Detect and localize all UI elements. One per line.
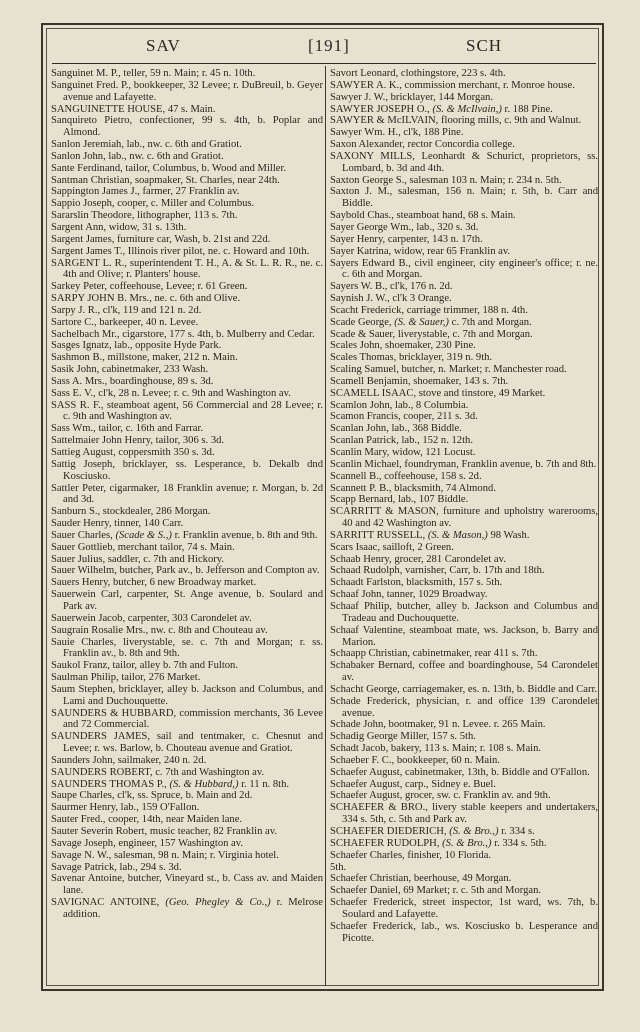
- directory-entry: SCAMELL ISAAC, stove and tinstore, 49 Market.: [330, 387, 546, 399]
- directory-entry: Sappio Joseph, cooper, c. Miller and Columbus.: [51, 198, 255, 210]
- directory-entry: Savage Patrick, lab., 294 s. 3d.: [51, 861, 182, 873]
- header-left-guide-word: SAV: [146, 36, 181, 55]
- page-number: [191]: [308, 36, 350, 55]
- directory-entry: Sawyer Wm. H., cl'k, 188 Pine.: [330, 127, 464, 139]
- directory-entry: Schaefer Daniel, 69 Market; r. c. 5th and Morgan.: [330, 885, 542, 897]
- directory-entry: Sarkey Peter, coffeehouse, Levee; r. 61 Green.: [51, 281, 248, 293]
- directory-entry: Schaaf Valentine, steamboat mate, ws. Jackson, b. Barry and Marion.: [330, 624, 598, 648]
- directory-entry: SARGENT L. R., superintendent T. H., A. & St. L. R. R., ne. c. 4th and Olive; r. Planters' house.: [51, 257, 323, 281]
- directory-entry: Sauer Charles, (Scade & S.,) r. Franklin avenue, b. 8th and 9th.: [51, 529, 318, 541]
- directory-entry: SCHAEFER DIEDERICH, (S. & Bro.,) r. 334 s.: [330, 826, 535, 837]
- directory-entry: Sass Wm., tailor, c. 16th and Farrar.: [51, 423, 204, 435]
- header-right-guide-word: SCH: [466, 36, 503, 55]
- directory-entry: Schaefer Frederick, street inspector, 1st ward, ws. 7th, b. Soulard and Lafayette.: [330, 897, 598, 920]
- directory-entry: Schaadt Farlston, blacksmith, 157 s. 5th.: [330, 577, 503, 589]
- running-header: [46, 30, 600, 62]
- directory-entry: Sawyer J. W., bricklayer, 144 Morgan.: [330, 91, 493, 103]
- directory-entry: Sararslin Theodore, lithographer, 113 s. 7th.: [51, 210, 238, 222]
- directory-entry: Schaab Henry, grocer, 281 Carondelet av.: [330, 553, 506, 565]
- directory-entry: Sayer Katrina, widow, rear 65 Franklin av.: [330, 245, 511, 257]
- directory-entry: Sattieg August, coppersmith 350 s. 3d.: [51, 447, 215, 458]
- directory-entry: Schaefer Charles, finisher, 10 Florida.: [330, 849, 492, 861]
- directory-entry: Sappington James J., farmer, 27 Franklin av.: [51, 186, 240, 198]
- directory-entry: Schaaf John, tanner, 1029 Broadway.: [330, 589, 488, 601]
- directory-entry: Scamell Benjamin, shoemaker, 143 s. 7th.: [330, 375, 509, 387]
- directory-entry: Schabaker Bernard, coffee and boardinghouse, 54 Carondelet av.: [330, 660, 598, 684]
- directory-entry: Saukol Franz, tailor, alley b. 7th and Fulton.: [51, 660, 238, 672]
- directory-entry: SARPY JOHN B. Mrs., ne. c. 6th and Olive.: [51, 293, 241, 305]
- directory-entry: SCHAEFER & BRO., livery stable keepers and undertakers, 334 s. 5th, c. 5th and Park av.: [330, 802, 598, 826]
- directory-entry: Scapp Bernard, lab., 107 Biddle.: [330, 494, 469, 506]
- directory-entry: SAUNDERS & HUBBARD, commission merchants, 36 Levee and 72 Commercial.: [51, 707, 323, 731]
- directory-entry: Schaaf Philip, butcher, alley b. Jackson and Columbus and Tradeau and Duchouquette.: [330, 600, 598, 624]
- right-column: [330, 68, 598, 944]
- directory-entry: Scanlan John, lab., 368 Biddle.: [330, 423, 462, 435]
- directory-entry: Schaefer August, cabinetmaker, 13th, b. Biddle and O'Fallon.: [330, 766, 590, 778]
- directory-entry: Scade George, (S. & Sauer,) c. 7th and Morgan.: [330, 316, 532, 328]
- directory-entry: Schaefer August, carp., Sidney e. Buel.: [330, 778, 496, 790]
- directory-entry: Scanlin Michael, foundryman, Franklin avenue, b. 7th and 8th.: [330, 458, 597, 470]
- directory-entry: Schaapp Christian, cabinetmaker, rear 411 s. 7th.: [330, 648, 538, 660]
- left-column: [51, 68, 323, 921]
- directory-entry: Sauer Julius, saddler, c. 7th and Hickory.: [51, 553, 225, 565]
- directory-entry: Saxton George S., salesman 103 n. Main; r. 234 n. 5th.: [330, 174, 562, 186]
- directory-entry: Saupe Charles, cl'k, ss. Spruce, b. Main and 2d.: [51, 790, 253, 802]
- directory-entry: Sattig Joseph, bricklayer, ss. Lesperance, b. Dekalb dnd Kosciusko.: [51, 458, 323, 482]
- directory-entry: Sattler Peter, cigarmaker, 18 Franklin avenue; r. Morgan, b. 2d and 3d.: [51, 482, 323, 506]
- directory-entry: SAUNDERS ROBERT, c. 7th and Washington av.: [51, 766, 265, 778]
- directory-entry: Sasik John, cabinetmaker, 233 Wash.: [51, 364, 209, 376]
- directory-entry: Savage N. W., salesman, 98 n. Main; r. Virginia hotel.: [51, 849, 279, 861]
- directory-entry: SAXONY MILLS, Leonhardt & Schurict, proprietors, ss. Lombard, b. 3d and 4th.: [330, 150, 598, 174]
- directory-entry: Schaefer August, grocer, sw. c. Franklin av. and 9th.: [330, 790, 551, 802]
- directory-entry: Scales Thomas, bricklayer, 319 n. 9th.: [330, 352, 493, 364]
- directory-entry: Saugrain Rosalie Mrs., nw. c. 8th and Chouteau av.: [51, 624, 268, 636]
- directory-entry: Saxton J. M., salesman, 156 n. Main; r. 5th, b. Carr and Biddle.: [330, 186, 598, 210]
- directory-entry: Sartore C., barkeeper, 40 n. Levee.: [51, 316, 199, 328]
- directory-entry: Sargent Ann, widow, 31 s. 13th.: [51, 221, 187, 233]
- directory-entry: Sashmon B., millstone, maker, 212 n. Main.: [51, 352, 238, 364]
- directory-entry: Sasges Ignatz, lab., opposite Hyde Park.: [51, 340, 222, 352]
- directory-entry: Schaefer Christian, beerhouse, 49 Morgan.: [330, 873, 512, 885]
- directory-entry: Sanburn S., stockdealer, 286 Morgan.: [51, 506, 211, 518]
- header-rule: [52, 63, 596, 64]
- directory-entry: Sanlon Jeremiah, lab., nw. c. 6th and Gratiot.: [51, 139, 242, 151]
- directory-entry: Sargent James T., Illinois river pilot, ne. c. Howard and 10th.: [51, 245, 310, 257]
- directory-entry: Saum Stephen, bricklayer, alley b. Jackson and Columbus, and Lami and Duchouquette.: [51, 683, 323, 707]
- directory-entry: Scanlin Mary, widow, 121 Locust.: [330, 447, 476, 458]
- directory-entry: Sayers W. B., cl'k, 176 n. 2d.: [330, 281, 453, 293]
- directory-entry: 5th.: [330, 861, 347, 873]
- directory-entry: Schaeber F. C., bookkeeper, 60 n. Main.: [330, 754, 500, 766]
- directory-entry: Scade & Sauer, liverystable, c. 7th and Morgan.: [330, 328, 533, 340]
- directory-entry: Schaefer Frederick, lab., ws. Kosciusko b. Lesperance and Picotte.: [330, 920, 598, 944]
- directory-entry: Sauers Henry, butcher, 6 new Broadway market.: [51, 577, 257, 589]
- directory-entry: Saunders John, sailmaker, 240 n. 2d.: [51, 754, 207, 766]
- directory-entry: Saurmer Henry, lab., 159 O'Fallon.: [51, 802, 200, 814]
- directory-entry: Sass A. Mrs., boardinghouse, 89 s. 3d.: [51, 375, 214, 387]
- directory-entry: Sayer George Wm., lab., 320 s. 3d.: [330, 221, 479, 233]
- directory-entry: Sauie Charles, liverystable, se. c. 7th and Morgan; r. ss. Franklin av., b. 8th and 9th.: [51, 636, 323, 660]
- directory-entry: Sauter Fred., cooper, 14th, near Maiden lane.: [51, 814, 243, 826]
- directory-entry: Savage Joseph, engineer, 157 Washington av.: [51, 837, 244, 849]
- directory-entry: Sanquireto Pietro, confectioner, 99 s. 4th, b. Poplar and Almond.: [51, 115, 323, 139]
- directory-entry: Schade Frederick, physician, r. and office 139 Carondelet avenue.: [330, 695, 598, 719]
- directory-entry: SAVIGNAC ANTOINE, (Geo. Phegley & Co.,) r. Melrose addition.: [51, 897, 323, 920]
- directory-entry: Sanguinet Fred. P., bookkeeper, 32 Levee; r. DuBreuil, b. Geyer avenue and Lafayette.: [51, 79, 323, 103]
- directory-entry: Saybold Chas., steamboat hand, 68 s. Main.: [330, 210, 516, 222]
- directory-entry: Sachelbach Mr., cigarstore, 177 s. 4th, b. Mulberry and Cedar.: [51, 328, 315, 340]
- directory-entry: Schacht George, carriagemaker, es. n. 13th, b. Biddle and Carr.: [330, 683, 598, 695]
- directory-entry: Schade John, bootmaker, 91 n. Levee. r. 265 Main.: [330, 719, 546, 731]
- directory-entry: Sayer Henry, carpenter, 143 n. 17th.: [330, 233, 483, 245]
- directory-entry: Schaad Rudolph, varnisher, Carr, b. 17th and 18th.: [330, 565, 545, 577]
- directory-entry: Schadt Jacob, bakery, 113 s. Main; r. 108 s. Main.: [330, 743, 542, 755]
- directory-entry: Scannett P. B., blacksmith, 74 Almond.: [330, 482, 496, 494]
- directory-entry: SCHAEFER RUDOLPH, (S. & Bro.,) r. 334 s. 5th.: [330, 837, 547, 849]
- directory-entry: Santman Christian, soapmaker, St. Charles, near 24th.: [51, 174, 280, 186]
- directory-entry: Sauter Severin Robert, music teacher, 82 Franklin av.: [51, 826, 278, 837]
- directory-entry: Savort Leonard, clothingstore, 223 s. 4th.: [330, 68, 506, 79]
- directory-entry: SARRITT RUSSELL, (S. & Mason,) 98 Wash.: [330, 529, 530, 541]
- directory-entry: Sattelmaier John Henry, tailor, 306 s. 3d.: [51, 435, 225, 447]
- directory-entry: SAWYER JOSEPH O., (S. & McIlvain,) r. 188 Pine.: [330, 103, 553, 115]
- directory-entry: Schadig George Miller, 157 s. 5th.: [330, 731, 476, 743]
- directory-entry: Scaling Samuel, butcher, n. Market; r. Manchester road.: [330, 364, 567, 376]
- directory-entry: Sanguinet M. P., teller, 59 n. Main; r. 45 n. 10th.: [51, 68, 256, 79]
- directory-entry: SCARRITT & MASON, furniture and upholstry warerooms, 40 and 42 Washington av.: [330, 506, 598, 530]
- directory-entry: Sarpy J. R., cl'k, 119 and 121 n. 2d.: [51, 304, 202, 316]
- directory-entry: SAWYER A. K., commission merchant, r. Monroe house.: [330, 79, 575, 91]
- directory-entry: Sauerwein Carl, carpenter, St. Ange avenue, b. Soulard and Park av.: [51, 589, 323, 612]
- directory-entry: SANGUINETTE HOUSE, 47 s. Main.: [51, 103, 216, 115]
- directory-entry: SAUNDERS THOMAS P., (S. & Hubbard,) r. 11 n. 8th.: [51, 778, 290, 790]
- directory-entry: Scacht Frederick, carriage trimmer, 188 n. 4th.: [330, 304, 528, 316]
- directory-entry: Sargent James, furniture car, Wash, b. 21st and 22d.: [51, 233, 271, 245]
- directory-entry: Sass E. V., cl'k, 28 n. Levee; r. c. 9th and Washington av.: [51, 387, 291, 399]
- column-divider: [325, 66, 326, 986]
- directory-entry: Sante Ferdinand, tailor, Columbus, b. Wood and Miller.: [51, 162, 287, 174]
- directory-entry: Scars Isaac, sailloft, 2 Green.: [330, 541, 454, 553]
- directory-entry: SASS R. F., steamboat agent, 56 Commercial and 28 Levee; r. c. 9th and Washington av.: [51, 399, 323, 423]
- directory-entry: Saynish J. W., cl'k 3 Orange.: [330, 293, 452, 305]
- directory-entry: Scamon Francis, cooper, 211 s. 3d.: [330, 411, 478, 423]
- directory-entry: Saulman Philip, tailor, 276 Market.: [51, 672, 201, 684]
- directory-entry: SAWYER & McILVAIN, flooring mills, c. 9th and Walnut.: [330, 115, 582, 127]
- directory-entry: Scales John, shoemaker, 230 Pine.: [330, 340, 476, 352]
- directory-entry: Scamlon John, lab., 8 Columbia.: [330, 399, 469, 411]
- directory-entry: Savenar Antoine, butcher, Vineyard st., b. Cass av. and Maiden lane.: [51, 873, 323, 897]
- directory-entry: SAUNDERS JAMES, sail and tentmaker, c. Chesnut and Levee; r. ws. Barlow, b. Chouteau avenue and Gratiot.: [51, 731, 323, 755]
- directory-entry: Sanlon John, lab., nw. c. 6th and Gratiot.: [51, 150, 224, 162]
- directory-entry: Sauerwein Jacob, carpenter, 303 Carondelet av.: [51, 612, 252, 624]
- directory-entry: Sauer Gottlieb, merchant tailor, 74 s. Main.: [51, 541, 235, 553]
- directory-entry: Saxon Alexander, rector Concordia college.: [330, 139, 515, 151]
- directory-entry: Scanlan Patrick, lab., 152 n. 12th.: [330, 435, 473, 447]
- directory-entry: Sauder Henry, tinner, 140 Carr.: [51, 518, 184, 530]
- directory-entry: Scannell B., coffeehouse, 158 s. 2d.: [330, 470, 482, 482]
- directory-entry: Sayers Edward B., civil engineer, city engineer's office; r. ne. c. 6th and Morgan.: [330, 257, 598, 281]
- directory-entry: Sauer Wilhelm, butcher, Park av., b. Jefferson and Compton av.: [51, 565, 320, 577]
